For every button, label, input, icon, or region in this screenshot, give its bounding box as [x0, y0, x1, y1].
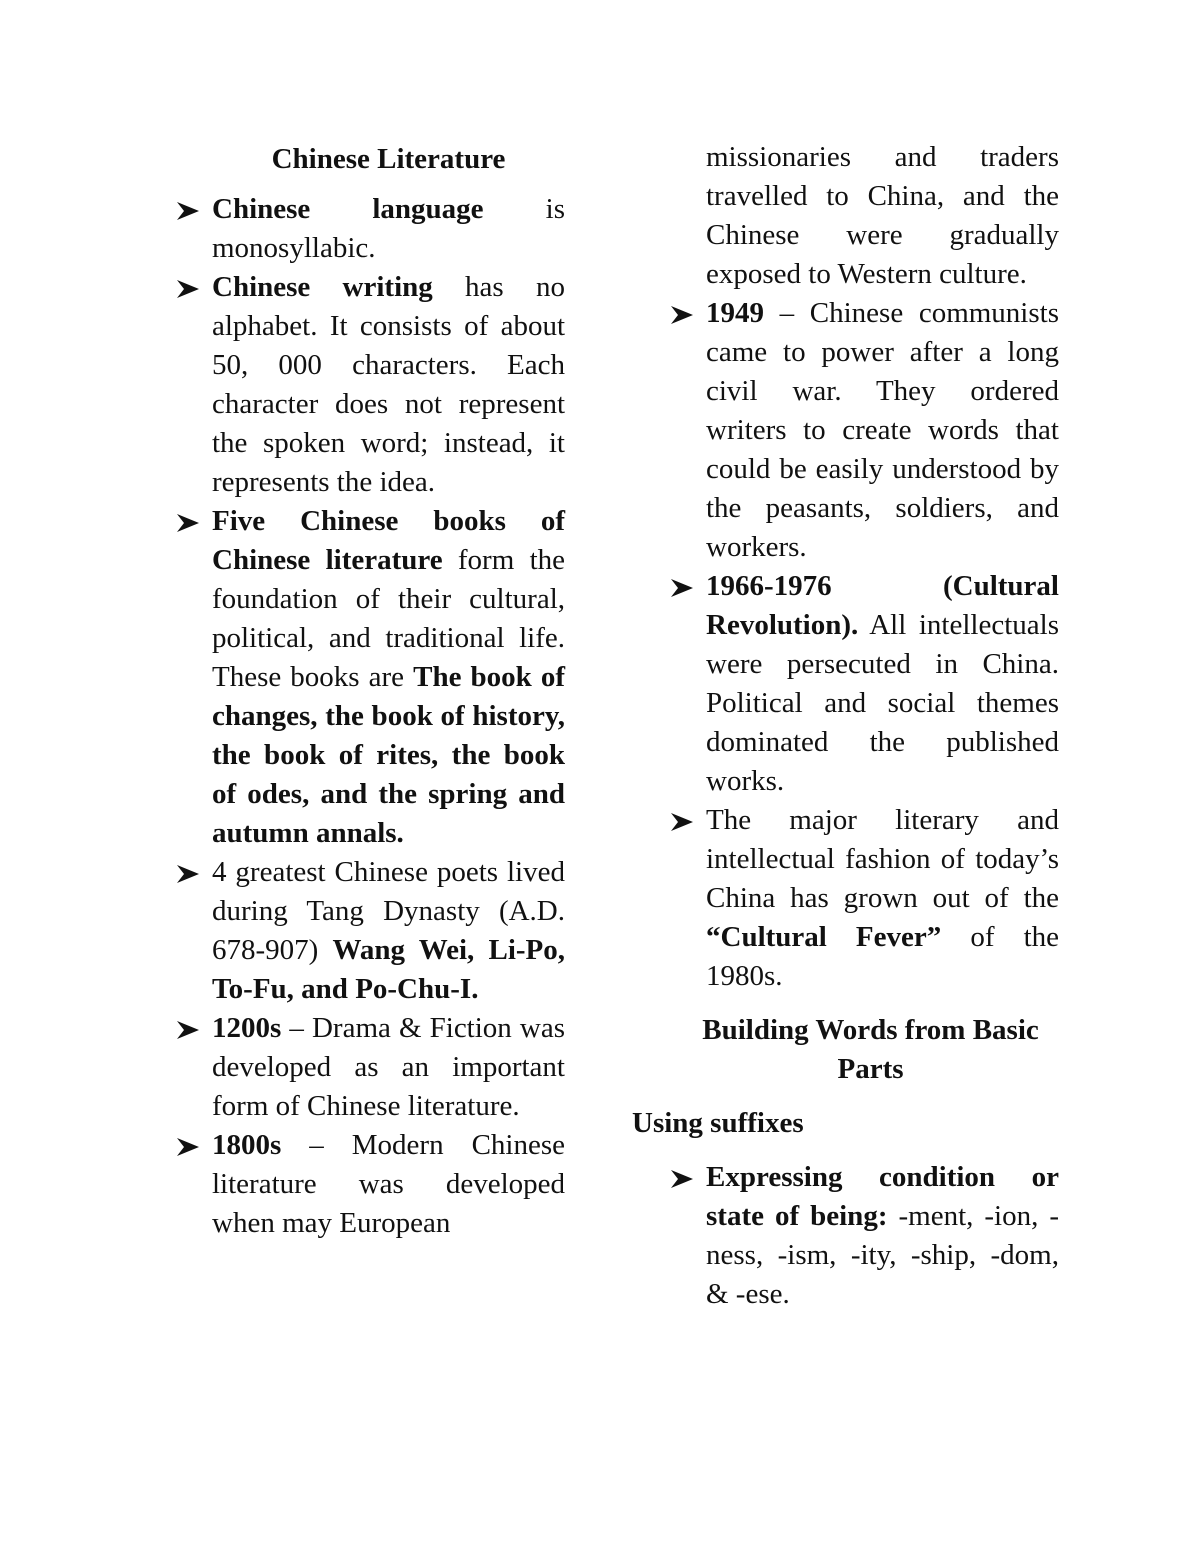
bold-book-list: The book of changes, the book of history, the book of rites, the book of odes, and the spring and autumn annals. [212, 661, 565, 849]
item-text: has no alphabet. It consists of about 50, 000 characters. Each character does not represent the spoken word; instead, it represents the idea. [212, 271, 565, 498]
right-column [632, 138, 1059, 1314]
arrowhead-bullet-icon [670, 1169, 694, 1189]
bold-term: 1200s [212, 1012, 282, 1044]
continued-text: missionaries and traders travelled to China, and the Chinese were gradually exposed to Western culture. [706, 141, 1059, 290]
item-text: All intellectuals were persecuted in China. Political and social themes dominated the published works. [706, 609, 1059, 797]
left-column [172, 138, 565, 1243]
arrowhead-bullet-icon [670, 578, 694, 598]
list-item [172, 190, 565, 268]
list-item [632, 294, 1059, 567]
item-text: of the 1980s. [706, 921, 1059, 992]
item-text: – Drama & Fiction was developed as an important form of Chinese literature. [212, 1012, 565, 1122]
arrowhead-bullet-icon [176, 201, 200, 221]
list-item [172, 853, 565, 1009]
page-title: Chinese Literature [271, 143, 506, 175]
item-text: is monosyllabic. [212, 193, 565, 264]
list-item [632, 567, 1059, 801]
section-heading: Building Words from Basic Parts [702, 1014, 1039, 1085]
arrowhead-bullet-icon [176, 1020, 200, 1040]
arrowhead-bullet-icon [176, 513, 200, 533]
bold-term: 1800s [212, 1129, 282, 1161]
item-text: -ment, -ion, -ness, -ism, -ity, -ship, -dom, & -ese. [706, 1200, 1059, 1310]
bold-poets: Wang Wei, Li-Po, To-Fu, and Po-Chu-I. [212, 934, 565, 1005]
bold-term: “Cultural Fever” [706, 921, 942, 953]
arrowhead-bullet-icon [176, 1137, 200, 1157]
list-item [632, 1158, 1059, 1314]
bold-term: Expressing condition or state of being: [706, 1161, 1059, 1232]
item-text: – Chinese communists came to power after a long civil war. They ordered writers to create words that could be easily understood by the peasants, soldiers, and workers. [706, 297, 1059, 563]
list-item [172, 1126, 565, 1243]
bold-term: Five Chinese books of Chinese literature [212, 505, 565, 576]
subsection-heading: Using suffixes [632, 1107, 804, 1139]
bold-term: 1949 [706, 297, 764, 329]
item-text: form the foundation of their cultural, political, and traditional life. These books are [212, 544, 565, 693]
bold-term: 1966-1976 (Cultural Revolution). [706, 570, 1059, 641]
arrowhead-bullet-icon [176, 279, 200, 299]
arrowhead-bullet-icon [176, 864, 200, 884]
arrowhead-bullet-icon [670, 305, 694, 325]
list-item [172, 1009, 565, 1126]
item-text: 4 greatest Chinese poets lived during Tang Dynasty (A.D. 678-907) [212, 856, 565, 966]
arrowhead-bullet-icon [670, 812, 694, 832]
list-item [172, 502, 565, 853]
bold-term: Chinese language [212, 193, 484, 225]
item-text: The major literary and intellectual fashion of today’s China has grown out of the [706, 804, 1059, 914]
bold-term: Chinese writing [212, 271, 433, 303]
item-text: – Modern Chinese literature was developed when may European [212, 1129, 565, 1239]
list-item [632, 801, 1059, 996]
list-item [172, 268, 565, 502]
